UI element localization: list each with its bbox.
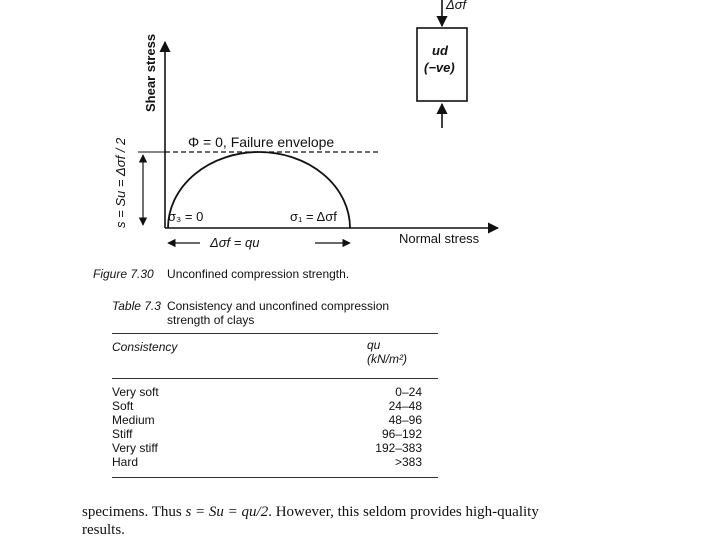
table-row bbox=[112, 385, 438, 399]
row-consistency: Very stiff bbox=[112, 441, 158, 455]
specimen-label-sign: (−ve) bbox=[424, 60, 455, 75]
body-text-end: . However, this seldom provides high-quality bbox=[268, 504, 539, 520]
body-math: s = Su = qu/2 bbox=[185, 504, 269, 520]
sigma3-label: σ₃ = 0 bbox=[168, 209, 204, 224]
col-consistency-header: Consistency bbox=[112, 340, 178, 354]
sigma1-label: σ₁ = Δσf bbox=[290, 209, 337, 224]
table-header-row bbox=[112, 334, 438, 372]
table-row bbox=[112, 441, 438, 455]
diameter-label: Δσf = qu bbox=[210, 235, 260, 250]
y-axis-label: Shear stress bbox=[143, 33, 158, 112]
col-qu-unit: (kN/m²) bbox=[367, 352, 407, 366]
table-header-rule bbox=[112, 378, 438, 379]
table-number: Table 7.3 bbox=[112, 299, 161, 313]
body-paragraph bbox=[82, 503, 682, 539]
table-body bbox=[112, 385, 438, 469]
top-load-label: Δσf bbox=[446, 0, 467, 12]
row-consistency: Medium bbox=[112, 413, 155, 427]
row-qu: 48–96 bbox=[388, 413, 422, 427]
row-qu: >383 bbox=[394, 455, 422, 469]
table-title-line1: Consistency and unconfined compression bbox=[166, 299, 390, 313]
figure-caption-text: Unconfined compression strength. bbox=[167, 267, 350, 281]
body-text-start: specimens. Thus bbox=[82, 504, 186, 520]
row-consistency: Stiff bbox=[112, 427, 133, 441]
row-qu: 192–383 bbox=[375, 441, 422, 455]
table-row bbox=[112, 399, 438, 413]
x-axis-label: Normal stress bbox=[399, 231, 480, 246]
figure-caption bbox=[93, 267, 349, 281]
row-consistency: Soft bbox=[112, 399, 134, 413]
col-qu-symbol: qu bbox=[367, 338, 381, 352]
col-qu-header bbox=[367, 338, 407, 366]
table-title-line2: strength of clays bbox=[167, 313, 255, 327]
table-row bbox=[112, 427, 438, 441]
table-row bbox=[112, 413, 438, 427]
consistency-table bbox=[112, 299, 438, 478]
table-row bbox=[112, 455, 438, 469]
row-consistency: Very soft bbox=[112, 385, 159, 399]
table-caption bbox=[112, 299, 438, 327]
row-qu: 96–192 bbox=[381, 427, 422, 441]
body-text-line2: results. bbox=[82, 522, 125, 538]
row-qu: 24–48 bbox=[388, 399, 422, 413]
table-bottom-rule bbox=[112, 477, 438, 478]
radius-label: s = Su = Δσf / 2 bbox=[113, 137, 128, 228]
specimen-label-ud: ud bbox=[432, 43, 448, 58]
envelope-label: Φ = 0, Failure envelope bbox=[188, 134, 335, 150]
row-consistency: Hard bbox=[112, 455, 139, 469]
row-qu: 0–24 bbox=[395, 385, 422, 399]
figure-number: Figure 7.30 bbox=[93, 267, 154, 281]
